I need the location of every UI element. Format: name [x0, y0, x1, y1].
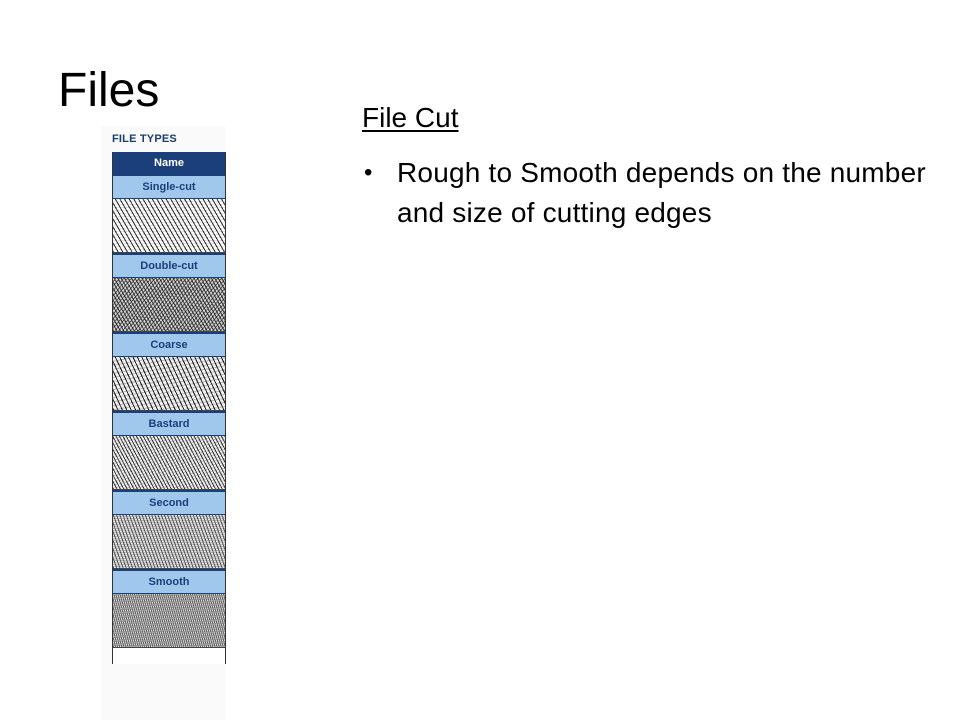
file-type-label: Single-cut	[113, 174, 225, 199]
file-type-label: Bastard	[113, 411, 225, 436]
bullet-list	[362, 153, 932, 233]
bullet-text: Rough to Smooth depends on the number and size of cutting edges	[397, 157, 926, 228]
coarse-texture-image	[113, 357, 225, 411]
file-type-label: Smooth	[113, 569, 225, 594]
double-cut-texture-image	[113, 278, 225, 332]
file-type-row-single-cut	[113, 174, 225, 253]
file-type-row-double-cut	[113, 253, 225, 332]
bullet-item	[362, 153, 932, 233]
file-type-label: Double-cut	[113, 253, 225, 278]
bullet-dot-icon: •	[364, 159, 373, 186]
slide-title: Files	[58, 64, 160, 117]
name-column-header: Name	[113, 152, 225, 174]
section-heading: File Cut	[362, 102, 459, 133]
file-type-label: Coarse	[113, 332, 225, 357]
file-type-row-smooth	[113, 569, 225, 648]
file-types-chart	[101, 126, 225, 720]
file-type-row-bastard	[113, 411, 225, 490]
file-types-heading: FILE TYPES	[112, 133, 177, 145]
second-texture-image	[113, 515, 225, 569]
single-cut-texture-image	[113, 199, 225, 253]
file-types-table	[112, 152, 226, 664]
file-type-row-second	[113, 490, 225, 569]
file-type-row-coarse	[113, 332, 225, 411]
bastard-texture-image	[113, 436, 225, 490]
smooth-texture-image	[113, 594, 225, 648]
file-type-label: Second	[113, 490, 225, 515]
